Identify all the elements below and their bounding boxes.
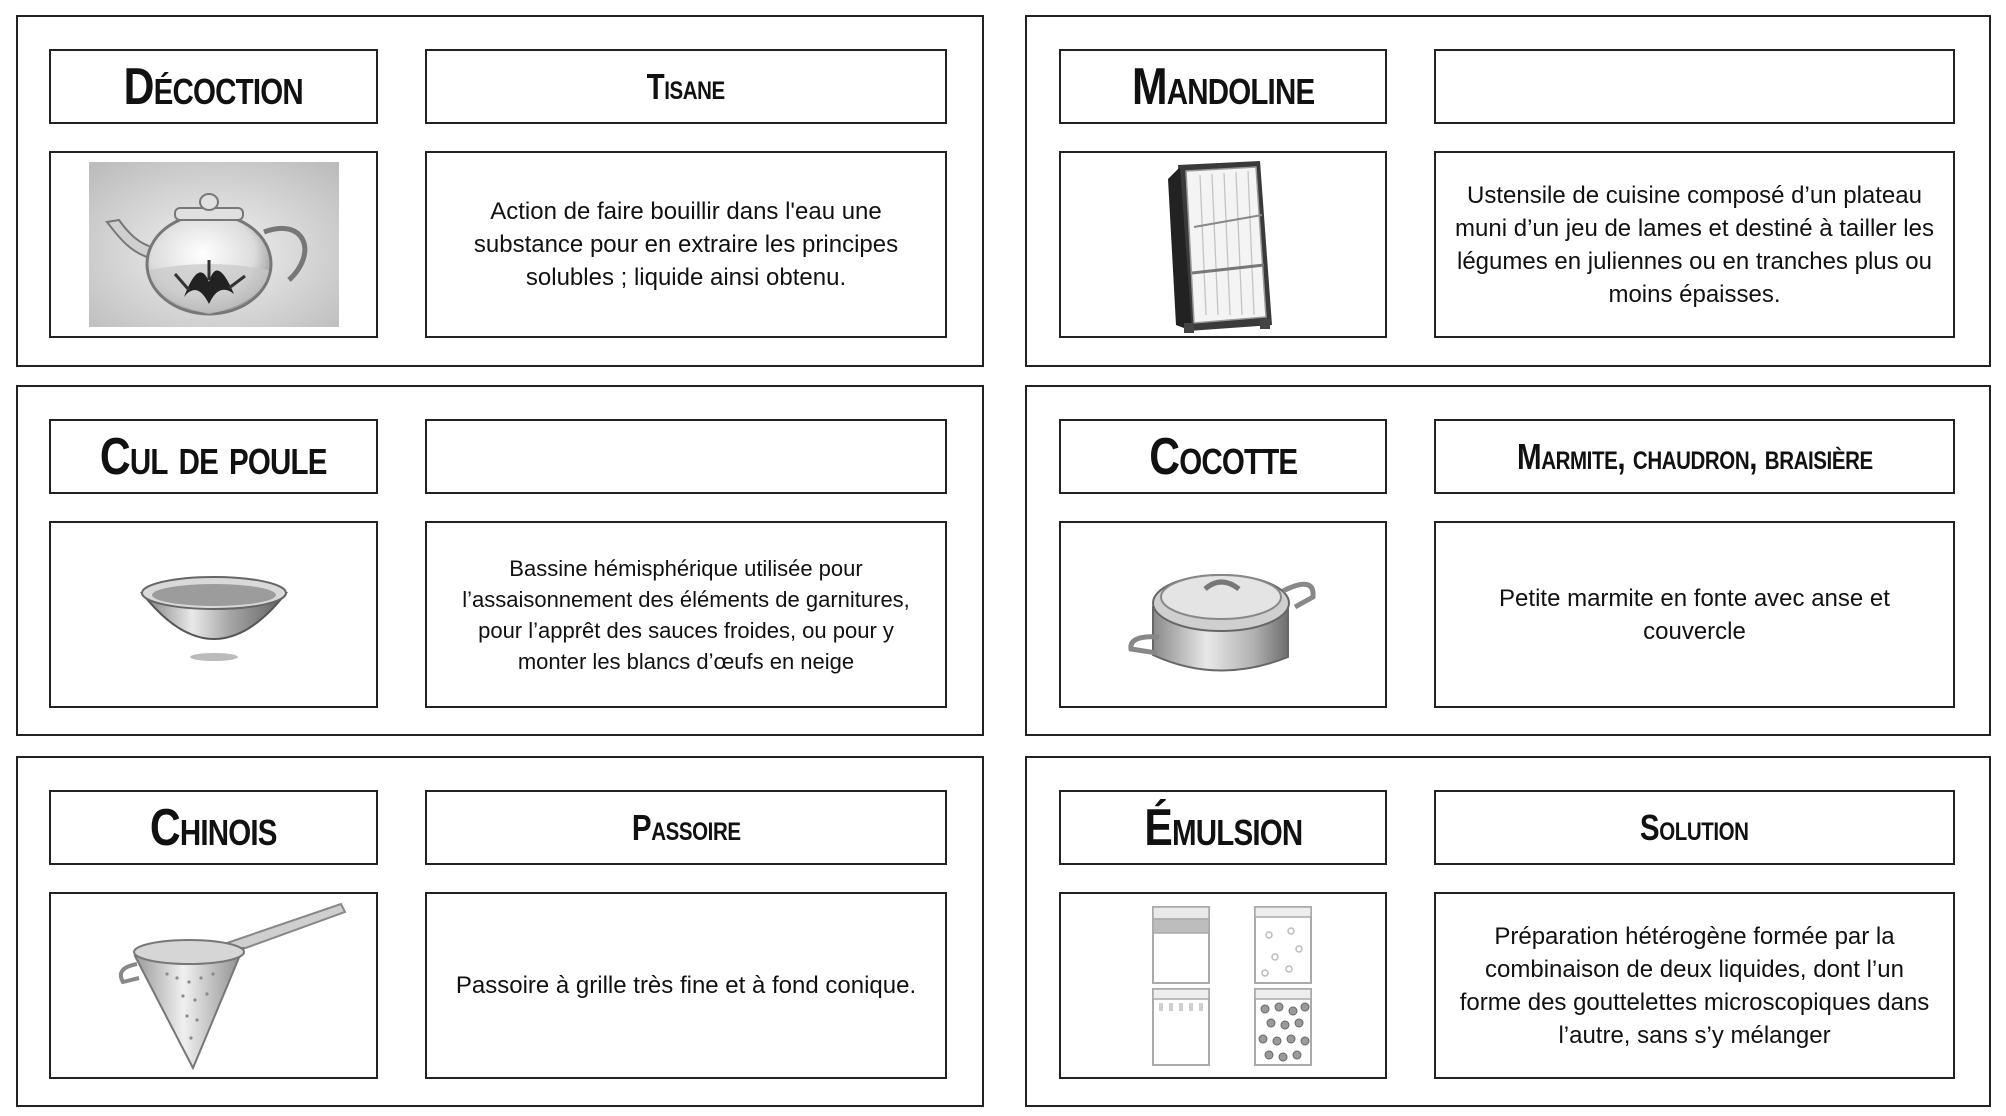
synonym-label: Tisane	[646, 65, 726, 107]
picture-box	[49, 892, 378, 1079]
picture-box	[49, 151, 378, 338]
card-decoction	[16, 15, 984, 367]
chinois-image	[79, 896, 349, 1076]
definition-box	[425, 521, 947, 708]
definition-text: Préparation hétérogène formée par la combinaison de deux liquides, dont l’un forme des gouttelettes microscopiques dans l’autre, sans s’y mélanger	[1459, 922, 1930, 1049]
picture-box	[1059, 521, 1387, 708]
synonym-box	[1434, 790, 1955, 865]
card-chinois	[16, 756, 984, 1107]
term-label: Mandoline	[1131, 57, 1315, 116]
term-label: Émulsion	[1143, 798, 1303, 857]
definition-box	[425, 151, 947, 338]
synonym-label: Solution	[1640, 806, 1749, 848]
synonym-box	[425, 790, 947, 865]
teapot-image	[89, 162, 339, 327]
emulsion-diagram	[1123, 901, 1323, 1071]
term-box	[49, 790, 378, 865]
bowl-image	[134, 565, 294, 665]
card-mandoline	[1025, 15, 1991, 367]
synonym-label: Passoire	[631, 806, 741, 848]
definition-box	[1434, 892, 1955, 1079]
term-label: Cocotte	[1148, 427, 1298, 486]
definition-box	[1434, 151, 1955, 338]
synonym-box	[1434, 419, 1955, 494]
card-cul-de-poule	[16, 385, 984, 736]
synonym-box	[425, 49, 947, 124]
synonym-box	[1434, 49, 1955, 124]
synonym-label: Marmite, chaudron, braisière	[1516, 435, 1873, 477]
card-cocotte	[1025, 385, 1991, 736]
definition-text: Ustensile de cuisine composé d’un plateau muni d’un jeu de lames et destiné à tailler les légumes en juliennes ou en tranches plus ou moins épaisses.	[1455, 181, 1934, 308]
definition-text: Bassine hémisphérique utilisée pour l’assaisonnement des éléments de garnitures, pour l’apprêt des sauces froides, ou pour y monter les blancs d’œufs en neige	[462, 555, 910, 674]
term-label: Décoction	[123, 57, 304, 116]
definition-text: Petite marmite en fonte avec anse et couvercle	[1499, 584, 1890, 645]
definition-box	[1434, 521, 1955, 708]
term-box	[49, 419, 378, 494]
mandoline-image	[1148, 155, 1298, 335]
term-box	[49, 49, 378, 124]
term-label: Chinois	[150, 798, 277, 857]
definition-text: Action de faire bouillir dans l'eau une substance pour en extraire les principes solubles ; liquide ainsi obtenu.	[473, 198, 899, 291]
term-box	[1059, 419, 1387, 494]
cocotte-image	[1123, 545, 1323, 685]
term-label: Cul de poule	[100, 427, 327, 486]
synonym-box	[425, 419, 947, 494]
card-emulsion	[1025, 756, 1991, 1107]
definition-text: Passoire à grille très fine et à fond conique.	[455, 972, 917, 999]
picture-box	[1059, 892, 1387, 1079]
picture-box	[49, 521, 378, 708]
term-box	[1059, 790, 1387, 865]
picture-box	[1059, 151, 1387, 338]
term-box	[1059, 49, 1387, 124]
definition-box	[425, 892, 947, 1079]
